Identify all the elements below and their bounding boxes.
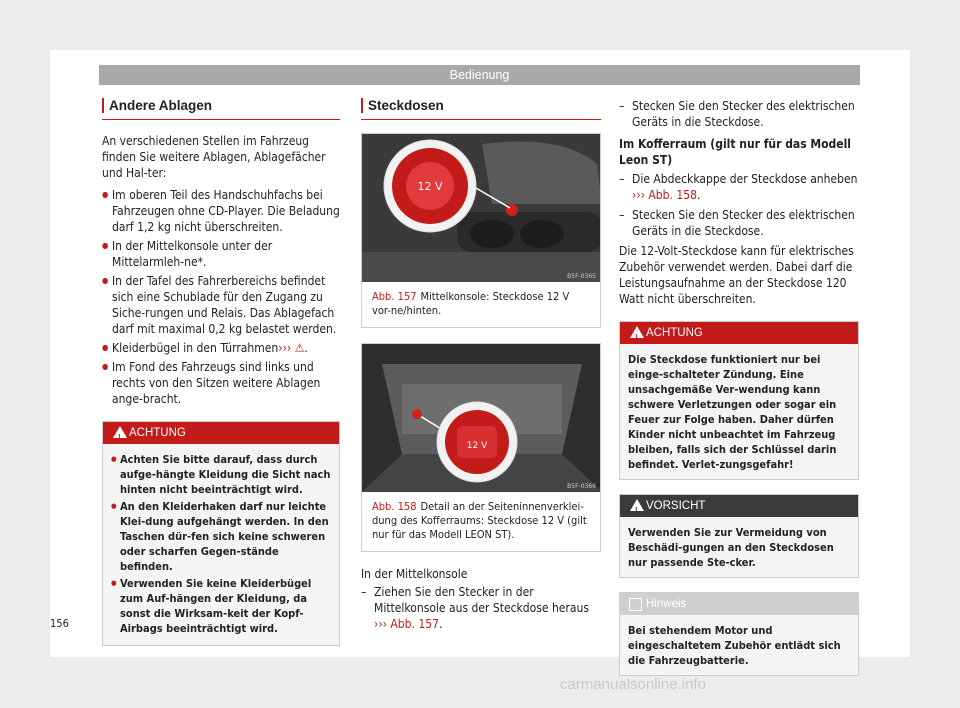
cross-ref-link[interactable]: ››› Abb. 158 bbox=[632, 188, 697, 202]
section-header: Bedienung bbox=[99, 65, 860, 85]
warning-text: Die Steckdose funktioniert nur bei einge-schalteter Zündung. Eine unsachgemäße Ver-wendung kann schwere Verletzungen oder sogar ein Feuer zur Folge haben. Daher dürfen Kinder nicht unbeachtet im Fahrzeug bleiben, falls sich der Schlüssel darin befindet. Verlet-zungsgefahr! bbox=[620, 344, 858, 479]
trunk-photo bbox=[362, 344, 600, 492]
subheading: In der Mittelkonsole bbox=[361, 567, 468, 581]
caution-text: Verwenden Sie zur Vermeidung von Beschädi-gungen an den Steckdosen nur passende Ste-cker. bbox=[620, 517, 858, 577]
warning-header: ! ACHTUNG bbox=[103, 422, 339, 444]
step-item: – Ziehen Sie den Stecker in der Mittelkonsole aus der Steckdose heraus ››› Abb. 157. bbox=[361, 584, 601, 632]
figure-caption: Abb. 158 Detail an der Seiteninnenverklei-dung des Kofferraums: Steckdose 12 V (gilt nur für das Modell LEON ST). bbox=[372, 500, 587, 541]
manual-page bbox=[50, 50, 910, 667]
bullet-item: ● Kleiderbügel in den Türrahmen››› ⚠. bbox=[102, 340, 340, 356]
figure-caption: Abb. 157 Mittelkonsole: Steckdose 12 V vor-ne/hinten. bbox=[372, 290, 570, 317]
caution-box bbox=[619, 494, 859, 578]
warning-icon bbox=[113, 426, 127, 438]
caution-icon bbox=[630, 499, 644, 511]
trunk-socket-illustration bbox=[362, 344, 600, 492]
section-title: Andere Ablagen bbox=[102, 98, 340, 120]
bullet-item: ● Im Fond des Fahrzeugs sind links und rechts von den Sitzen weitere Ablagen ange-bracht. bbox=[102, 359, 340, 407]
watermark: carmanualsonline.info bbox=[560, 676, 706, 693]
section-title: Steckdosen bbox=[361, 98, 601, 120]
note-text: Bei stehendem Motor und eingeschaltetem Zubehör entlädt sich die Fahrzeugbatterie. bbox=[620, 615, 858, 675]
body-paragraph: Die 12-Volt-Steckdose kann für elektrisches Zubehör verwendet werden. Dabei darf die Leistungsaufnahme an der Steckdose 120 Watt nicht überschreiten. bbox=[619, 244, 854, 306]
page-number: 156 bbox=[50, 617, 69, 630]
cross-ref-link[interactable]: ››› bbox=[278, 341, 292, 355]
warning-icon: ⚠ bbox=[294, 341, 305, 355]
step-item: – Stecken Sie den Stecker des elektrischen Geräts in die Steckdose. bbox=[619, 207, 859, 239]
column-other-storage bbox=[102, 98, 340, 646]
column-sockets bbox=[361, 98, 601, 636]
figure-code: B5F-0365 bbox=[567, 273, 596, 280]
note-box bbox=[619, 592, 859, 676]
warning-box bbox=[619, 321, 859, 480]
socket-badge: 12 V bbox=[417, 180, 443, 193]
console-socket-illustration bbox=[362, 134, 600, 282]
note-header: Hinweis bbox=[620, 593, 858, 615]
bullet-item: ● Im oberen Teil des Handschuhfachs bei Fahrzeugen ohne CD-Player. Die Beladung darf 1,2 kg nicht überschreiten. bbox=[102, 187, 340, 235]
figure-158 bbox=[361, 343, 601, 552]
cross-ref-link[interactable]: ››› Abb. 157 bbox=[374, 617, 439, 631]
figure-157 bbox=[361, 133, 601, 328]
warning-item: ● Verwenden Sie keine Kleiderbügel zum Auf-hängen der Kleidung, da sonst die Wirksam-keit der Kopf-Airbags beeinträchtigt wird. bbox=[111, 576, 331, 636]
warning-icon bbox=[630, 326, 644, 338]
warning-item: ● Achten Sie bitte darauf, dass durch aufge-hängte Kleidung die Sicht nach hinten nicht beeinträchtigt wird. bbox=[111, 452, 331, 497]
bullet-item: ● In der Mittelkonsole unter der Mittelarmleh-ne*. bbox=[102, 238, 340, 270]
column-sockets-continued bbox=[619, 98, 859, 676]
caution-header: ! VORSICHT bbox=[620, 495, 858, 517]
bullet-item: ● In der Tafel des Fahrerbereichs befindet sich eine Schublade für den Zugang zu Siche-rungen und Relais. Das Ablagefach darf mit maximal 0,2 kg belastet werden. bbox=[102, 273, 340, 337]
subheading: Im Kofferraum (gilt nur für das Modell Leon ST) bbox=[619, 137, 851, 167]
socket-badge: 12 V bbox=[466, 441, 488, 451]
figure-code: B5F-0366 bbox=[567, 483, 596, 490]
info-icon bbox=[629, 598, 642, 611]
warning-box bbox=[102, 421, 340, 646]
console-photo bbox=[362, 134, 600, 282]
warning-item: ● An den Kleiderhaken darf nur leichte Klei-dung aufgehängt werden. In den Taschen dür-fen sich keine schweren oder scharfen Gegen-stände befinden. bbox=[111, 499, 331, 574]
warning-header: ! ACHTUNG bbox=[620, 322, 858, 344]
step-item: – Stecken Sie den Stecker des elektrischen Geräts in die Steckdose. bbox=[619, 98, 859, 130]
intro-text: An verschiedenen Stellen im Fahrzeug finden Sie weitere Ablagen, Ablagefächer und Hal-ter: bbox=[102, 134, 326, 180]
step-item: – Die Abdeckkappe der Steckdose anheben ››› Abb. 158. bbox=[619, 171, 859, 203]
